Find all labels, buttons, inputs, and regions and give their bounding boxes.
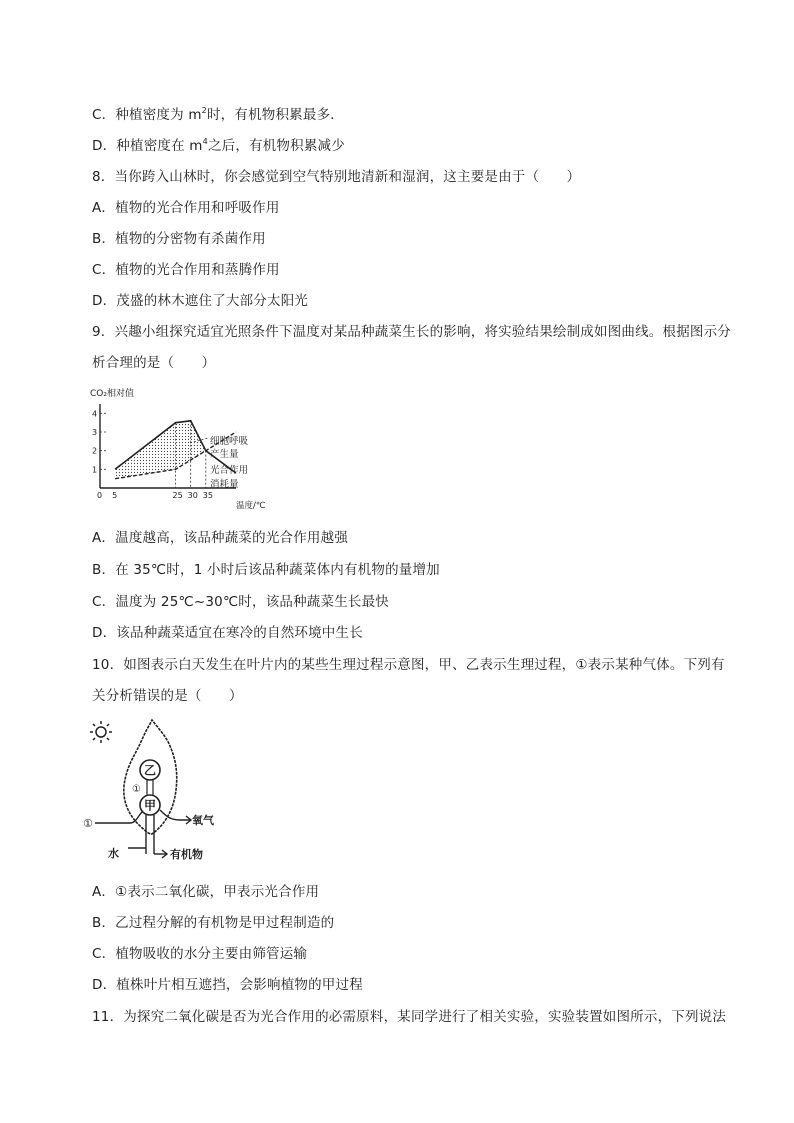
- q8-option-a: A．植物的光合作用和呼吸作用: [92, 200, 280, 216]
- label-water: 水: [108, 847, 119, 860]
- label-gas-outer: ①: [83, 817, 93, 830]
- label-oxygen: 氧气: [192, 814, 214, 827]
- label-organic: 有机物: [170, 848, 203, 861]
- chart-y-ticks: [92, 409, 97, 474]
- label-yi: 乙: [143, 763, 157, 778]
- q10-option-b: B．乙过程分解的有机物是甲过程制造的: [92, 915, 335, 931]
- q10-option-c: C．植物吸收的水分主要由筛管运输: [92, 946, 308, 962]
- q11-stem-line1: 11．为探究二氧化碳是否为光合作用的必需原料，某同学进行了相关实验，实验装置如图所示，下列说法: [92, 1009, 727, 1025]
- x-tick-label: 35: [202, 491, 213, 500]
- chart-xlabel: 温度/℃: [236, 501, 266, 511]
- q10-option-d: D．植株叶片相互遮挡，会影响植物的甲过程: [92, 977, 363, 993]
- x-tick-label: 0: [97, 491, 103, 500]
- x-tick-label: 25: [172, 491, 183, 500]
- chart-ylabel: CO₂相对值: [90, 389, 134, 399]
- q9-chart: [88, 384, 288, 514]
- y-tick-label: 4: [92, 409, 98, 419]
- legend-respiration-line1: 细胞呼吸: [210, 436, 249, 447]
- q9-option-a: A．温度越高，该品种蔬菜的光合作用越强: [92, 530, 349, 546]
- q7-option-d: D．种植密度在 $m^4$之后，有机物积累减少: [92, 137, 345, 154]
- q8-stem: 8．当你跨入山林时，你会感觉到空气特别地清新和湿润，这主要是由于（ ）: [92, 169, 581, 185]
- q9-option-c: C．温度为 25℃~30℃时，该品种蔬菜生长最快: [92, 594, 390, 610]
- y-tick-label: 1: [92, 465, 98, 475]
- legend-photosynthesis-line2: 消耗量: [210, 479, 239, 490]
- label-jia: 甲: [143, 798, 157, 813]
- q10-stem-line1: 10．如图表示白天发生在叶片内的某些生理过程示意图，甲、乙表示生理过程，①表示某种气体。下列有: [92, 657, 725, 673]
- q8-option-d: D．茂盛的林木遮住了大部分太阳光: [92, 293, 309, 309]
- q9-option-d: D．该品种蔬菜适宜在寒冷的自然环境中生长: [92, 625, 363, 641]
- chart-shaded-area: [115, 421, 206, 479]
- x-tick-label: 30: [187, 491, 198, 500]
- q10-leaf-diagram: [80, 716, 240, 866]
- q7-option-c: C．种植密度为 $m^2$时，有机物积累最多．: [92, 106, 344, 123]
- x-tick-label: 5: [112, 491, 118, 500]
- sun-icon: [90, 721, 112, 743]
- q8-option-c: C．植物的光合作用和蒸腾作用: [92, 262, 280, 278]
- q9-stem-line2: 析合理的是（ ）: [92, 355, 216, 371]
- q10-stem-line2: 关分析错误的是（ ）: [92, 688, 243, 704]
- y-tick-label: 2: [92, 446, 98, 456]
- q9-stem-line1: 9．兴趣小组探究适宜光照条件下温度对某品种蔬菜生长的影响，将实验结果绘制成如图曲线。根据图示分: [92, 324, 731, 340]
- label-gas-inner: ①: [132, 784, 141, 795]
- q8-option-b: B．植物的分密物有杀菌作用: [92, 231, 266, 247]
- chart-x-ticks: [97, 491, 213, 500]
- y-tick-label: 3: [92, 428, 98, 437]
- q9-option-b: B．在 35℃时，1 小时后该品种蔬菜体内有机物的量增加: [92, 562, 440, 578]
- legend-photosynthesis-line1: 光合作用: [210, 465, 249, 476]
- legend-respiration-line2: 产生量: [210, 449, 239, 460]
- q10-option-a: A．①表示二氧化碳，甲表示光合作用: [92, 884, 320, 900]
